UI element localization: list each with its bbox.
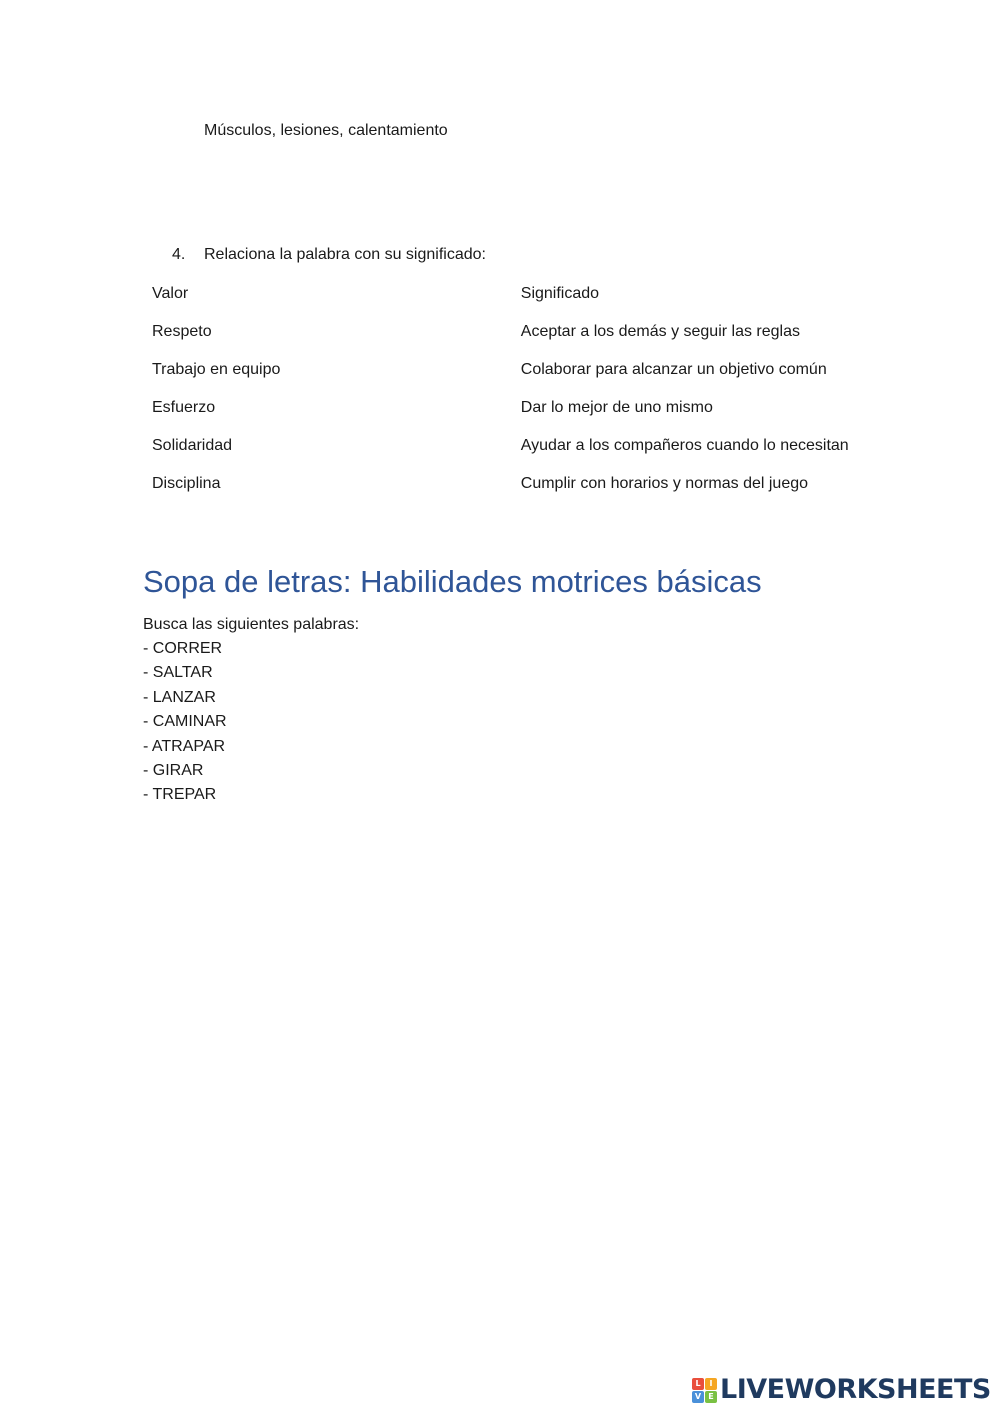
word-cell: Respeto xyxy=(152,323,212,340)
match-table xyxy=(152,281,872,509)
word-cell: Solidaridad xyxy=(152,437,233,454)
logo-mark-cell: E xyxy=(705,1391,717,1403)
table-row xyxy=(152,319,872,357)
liveworksheets-logo-icon xyxy=(692,1378,717,1403)
word-cell: Trabajo en equipo xyxy=(152,361,281,378)
meaning-cell: Dar lo mejor de uno mismo xyxy=(520,399,713,416)
list-item: - CORRER xyxy=(143,640,223,657)
list-item: - TREPAR xyxy=(143,786,217,804)
question-number: 4. xyxy=(172,246,186,263)
table-row xyxy=(152,281,872,319)
question-text: Relaciona la palabra con su significado: xyxy=(204,246,486,263)
meaning-cell: Ayudar a los compañeros cuando lo necesitan xyxy=(520,437,849,454)
question-4 xyxy=(172,243,486,267)
logo-mark-cell: L xyxy=(692,1378,704,1390)
intro-line: Músculos, lesiones, calentamiento xyxy=(204,122,448,139)
list-item: - GIRAR xyxy=(143,762,204,780)
logo-mark-cell: I xyxy=(705,1378,717,1390)
list-item: - LANZAR xyxy=(143,688,216,706)
table-row xyxy=(152,395,872,433)
liveworksheets-logo xyxy=(692,1374,991,1406)
list-item: - ATRAPAR xyxy=(143,737,226,755)
meaning-cell: Colaborar para alcanzar un objetivo común xyxy=(520,361,827,378)
logo-text: LIVEWORKSHEETS xyxy=(720,1374,991,1405)
word-list xyxy=(143,637,227,808)
logo-mark-cell: V xyxy=(692,1391,704,1403)
table-row xyxy=(152,357,872,395)
table-row xyxy=(152,433,872,471)
word-search-intro: Busca las siguientes palabras: xyxy=(143,616,360,633)
word-cell: Esfuerzo xyxy=(152,399,216,416)
word-cell: Valor xyxy=(152,285,189,302)
section-title: Sopa de letras: Habilidades motrices básicas xyxy=(143,564,762,599)
table-row xyxy=(152,471,872,509)
word-cell: Disciplina xyxy=(152,475,221,492)
meaning-cell: Significado xyxy=(520,285,600,302)
list-item: - CAMINAR xyxy=(143,713,227,731)
meaning-cell: Aceptar a los demás y seguir las reglas xyxy=(520,323,801,340)
meaning-cell: Cumplir con horarios y normas del juego xyxy=(520,475,809,492)
list-item: - SALTAR xyxy=(143,664,213,682)
